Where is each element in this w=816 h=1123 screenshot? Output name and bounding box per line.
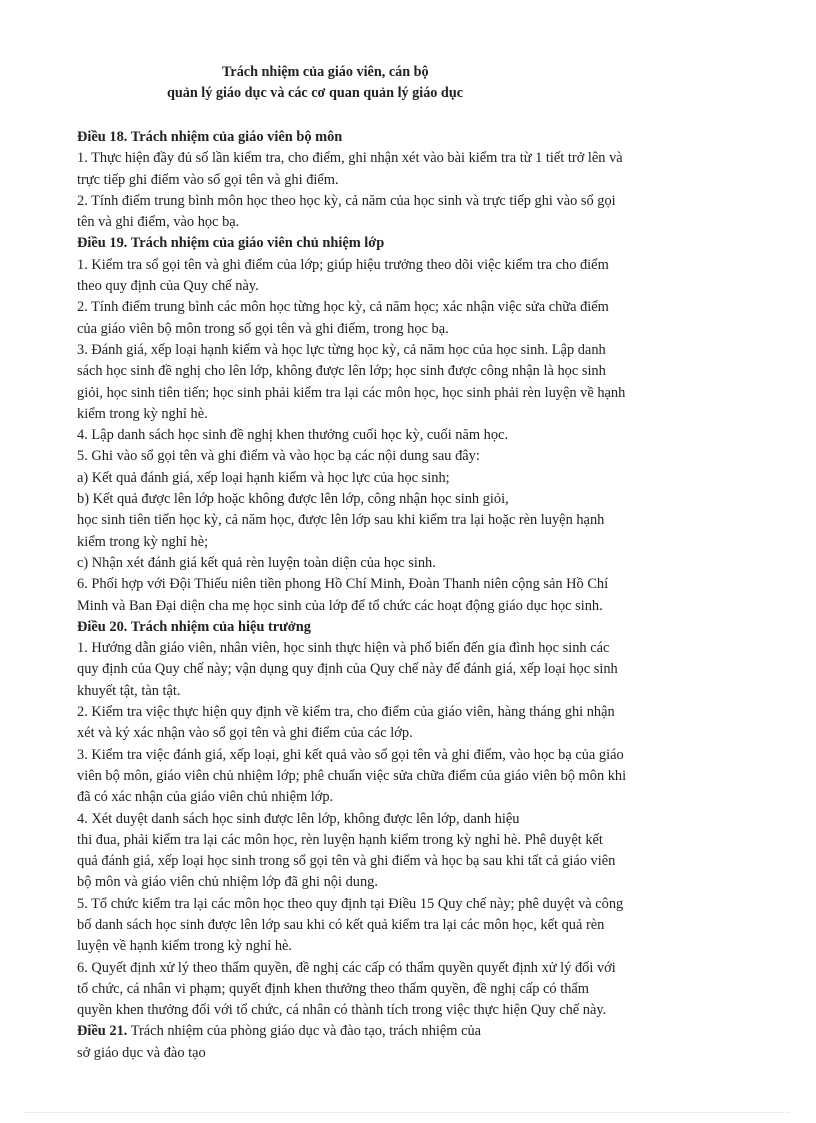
paragraph-line: 4. Xét duyệt danh sách học sinh được lên lớp, không được lên lớp, danh hiệu	[77, 810, 520, 827]
paragraph-line: viên bộ môn, giáo viên chủ nhiệm lớp; phê chuẩn việc sửa chữa điểm của giáo viên bộ môn khi	[77, 767, 627, 784]
paragraph-line: 6. Phối hợp với Đội Thiếu niên tiền phong Hồ Chí Minh, Đoàn Thanh niên cộng sản Hồ Chí	[77, 576, 609, 593]
paragraph-line: tổ chức, cá nhân vi phạm; quyết định khen thưởng theo thẩm quyền, đề nghị cấp có thẩm	[77, 980, 589, 997]
paragraph-line: 1. Hướng dẫn giáo viên, nhân viên, học sinh thực hiện và phổ biến đến gia đình học sinh các	[77, 640, 610, 657]
paragraph-line: luyện về hạnh kiểm trong kỳ nghỉ hè.	[77, 938, 293, 955]
paragraph-line: 2. Tính điểm trung bình các môn học từng học kỳ, cả năm học; xác nhận việc sửa chữa điểm	[77, 299, 609, 316]
paragraph-line: 4. Lập danh sách học sinh đề nghị khen thưởng cuối học kỳ, cuối năm học.	[77, 427, 509, 444]
paragraph-line: theo quy định của Quy chế này.	[77, 278, 259, 295]
paragraph-line: kiểm trong kỳ nghỉ hè;	[77, 533, 209, 550]
paragraph-line: kiểm trong kỳ nghỉ hè.	[77, 405, 208, 422]
article-heading	[77, 617, 747, 638]
paragraph-line: bộ môn và giáo viên chủ nhiệm lớp đã ghi nội dung.	[77, 874, 378, 891]
document-body	[77, 127, 747, 1064]
article-heading-label: Điều 19. Trách nhiệm của giáo viên chủ nhiệm lớp	[77, 235, 385, 252]
document-title	[0, 62, 816, 104]
paragraph-line: 5. Tổ chức kiểm tra lại các môn học theo quy định tại Điều 15 Quy chế này; phê duyệt và công	[77, 895, 624, 912]
article-heading-text: Trách nhiệm của phòng giáo dục và đào tạo, trách nhiệm của	[127, 1023, 482, 1040]
paragraph-line: 2. Tính điểm trung bình môn học theo học kỳ, cả năm của học sinh và trực tiếp ghi vào sổ gọi	[77, 192, 616, 209]
paragraph-line: c) Nhận xét đánh giá kết quả rèn luyện toàn diện của học sinh.	[77, 554, 436, 571]
paragraph-line: khuyết tật, tàn tật.	[77, 682, 181, 699]
paragraph-line: 2. Kiểm tra việc thực hiện quy định về kiểm tra, cho điểm của giáo viên, hàng tháng ghi nhận	[77, 704, 615, 721]
paragraph-line: bố danh sách học sinh được lên lớp sau khi có kết quả kiểm tra lại các môn học, kết quả rèn	[77, 916, 605, 933]
paragraph-line: sách học sinh đề nghị cho lên lớp, không được lên lớp; học sinh được công nhận là học sinh	[77, 363, 606, 380]
paragraph-line: 1. Thực hiện đầy đủ số lần kiểm tra, cho điểm, ghi nhận xét vào bài kiểm tra từ 1 tiết trở lên và	[77, 150, 623, 167]
article-heading-label: Điều 21.	[77, 1023, 128, 1040]
title-line-1: Trách nhiệm của giáo viên, cán bộ	[222, 64, 429, 80]
paragraph-line: quy định của Quy chế này; vận dụng quy định của Quy chế này để đánh giá, xếp loại học sinh	[77, 661, 618, 678]
paragraph-line: quyền khen thưởng đối với tổ chức, cá nhân có thành tích trong việc thực hiện Quy chế này.	[77, 1002, 607, 1019]
article-heading-label: Điều 20. Trách nhiệm của hiệu trưởng	[77, 618, 311, 635]
paragraph-line: 5. Ghi vào sổ gọi tên và ghi điểm và vào học bạ các nội dung sau đây:	[77, 448, 480, 465]
paragraph-line: 6. Quyết định xử lý theo thẩm quyền, đề nghị các cấp có thẩm quyền quyết định xử lý đối với	[77, 959, 616, 976]
paragraph-line: đã có xác nhận của giáo viên chủ nhiệm lớp.	[77, 789, 334, 806]
paragraph-line: xét và ký xác nhận vào sổ gọi tên và ghi điểm của các lớp.	[77, 725, 413, 742]
paragraph-line: sở giáo dục và đào tạo	[77, 1044, 206, 1061]
paragraph-line: 1. Kiểm tra sổ gọi tên và ghi điểm của lớp; giúp hiệu trưởng theo dõi việc kiểm tra cho điểm	[77, 256, 609, 273]
paragraph-line: thi đua, phải kiểm tra lại các môn học, rèn luyện hạnh kiểm trong kỳ nghỉ hè. Phê duyệt kết	[77, 831, 603, 848]
paragraph-line: tên và ghi điểm, vào học bạ.	[77, 214, 240, 231]
paragraph-line: trực tiếp ghi điểm vào sổ gọi tên và ghi điểm.	[77, 171, 339, 188]
paragraph-line: 3. Đánh giá, xếp loại hạnh kiểm và học lực từng học kỳ, cả năm học của học sinh. Lập danh	[77, 341, 606, 358]
paragraph-line: a) Kết quả đánh giá, xếp loại hạnh kiểm và học lực của học sinh;	[77, 469, 450, 486]
page-bottom-divider	[25, 1112, 790, 1113]
paragraph-line: b) Kết quả được lên lớp hoặc không được lên lớp, công nhận học sinh giỏi,	[77, 491, 509, 508]
paragraph-line: của giáo viên bộ môn trong sổ gọi tên và ghi điểm, trong học bạ.	[77, 320, 449, 337]
paragraph-line: 3. Kiểm tra việc đánh giá, xếp loại, ghi kết quả vào sổ gọi tên và ghi điểm, vào học bạ của giáo	[77, 746, 624, 763]
article-heading	[77, 127, 747, 148]
title-line-2: quản lý giáo dục và các cơ quan quản lý giáo dục	[167, 85, 464, 101]
paragraph-line: học sinh tiên tiến học kỳ, cả năm học, được lên lớp sau khi kiểm tra lại hoặc rèn luyện hạnh	[77, 512, 605, 529]
paragraph-line: quả đánh giá, xếp loại học sinh trong sổ gọi tên và ghi điểm và học bạ sau khi tất cả giáo viên	[77, 853, 616, 870]
article-heading	[77, 233, 747, 254]
paragraph-line: Minh và Ban Đại diện cha mẹ học sinh của lớp để tổ chức các hoạt động giáo dục học sinh.	[77, 597, 603, 614]
paragraph-line: giỏi, học sinh tiên tiến; học sinh phải kiểm tra lại các môn học, học sinh phải rèn luyện về hạnh	[77, 384, 626, 401]
article-heading	[77, 1021, 747, 1042]
article-heading-label: Điều 18. Trách nhiệm của giáo viên bộ môn	[77, 129, 343, 145]
